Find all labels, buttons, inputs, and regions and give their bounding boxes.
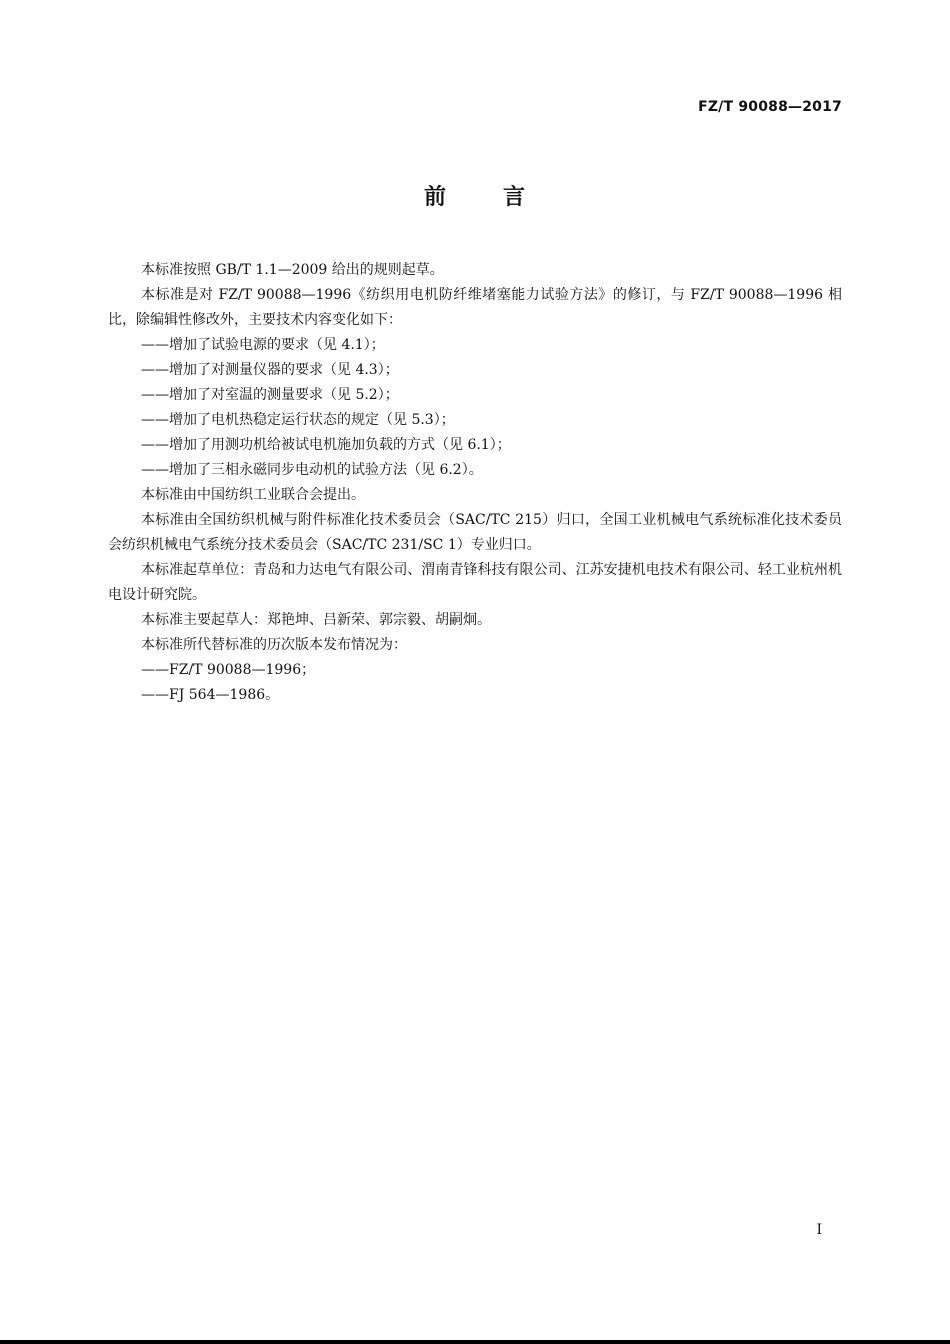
paragraph: 本标准由中国纺织工业联合会提出。 (141, 487, 365, 503)
paragraph: 本标准起草单位：青岛和力达电气有限公司、渭南青锋科技有限公司、江苏安捷机电技术有限公司、轻工业杭州机电设计研究院。 (108, 562, 842, 603)
list-item: ——增加了电机热稳定运行状态的规定（见 5.3）； (141, 412, 455, 428)
paragraph: 本标准由全国纺织机械与附件标准化技术委员会（SAC/TC 215）归口，全国工业机械电气系统标准化技术委员会纺织机械电气系统分技术委员会（SAC/TC 231/SC 1）专业归口。 (108, 512, 842, 553)
standard-code: FZ/T 90088—2017 (698, 99, 842, 115)
foreword-body (108, 258, 842, 708)
page-number: I (816, 1222, 822, 1238)
paragraph: 本标准主要起草人：郑艳坤、吕新荣、郭宗毅、胡嗣炯。 (141, 612, 491, 628)
paragraph: 本标准所代替标准的历次版本发布情况为： (141, 637, 407, 653)
list-item: ——增加了用测功机给被试电机施加负载的方式（见 6.1）； (141, 437, 511, 453)
paragraph: 本标准是对 FZ/T 90088—1996《纺织用电机防纤维堵塞能力试验方法》的修订，与 FZ/T 90088—1996 相比，除编辑性修改外，主要技术内容变化如下： (108, 287, 842, 328)
list-item: ——FZ/T 90088—1996； (141, 662, 316, 678)
title-char-1: 前 (423, 185, 447, 210)
bottom-edge-bar (0, 1340, 950, 1344)
list-item: ——FJ 564—1986。 (141, 687, 280, 703)
list-item: ——增加了试验电源的要求（见 4.1）； (141, 337, 385, 353)
list-item: ——增加了对测量仪器的要求（见 4.3）； (141, 362, 399, 378)
list-item: ——增加了三相永磁同步电动机的试验方法（见 6.2）。 (141, 462, 483, 478)
list-item: ——增加了对室温的测量要求（见 5.2）； (141, 387, 399, 403)
page-title (0, 180, 950, 211)
paragraph: 本标准按照 GB/T 1.1—2009 给出的规则起草。 (141, 262, 444, 278)
title-char-2: 言 (503, 185, 527, 210)
